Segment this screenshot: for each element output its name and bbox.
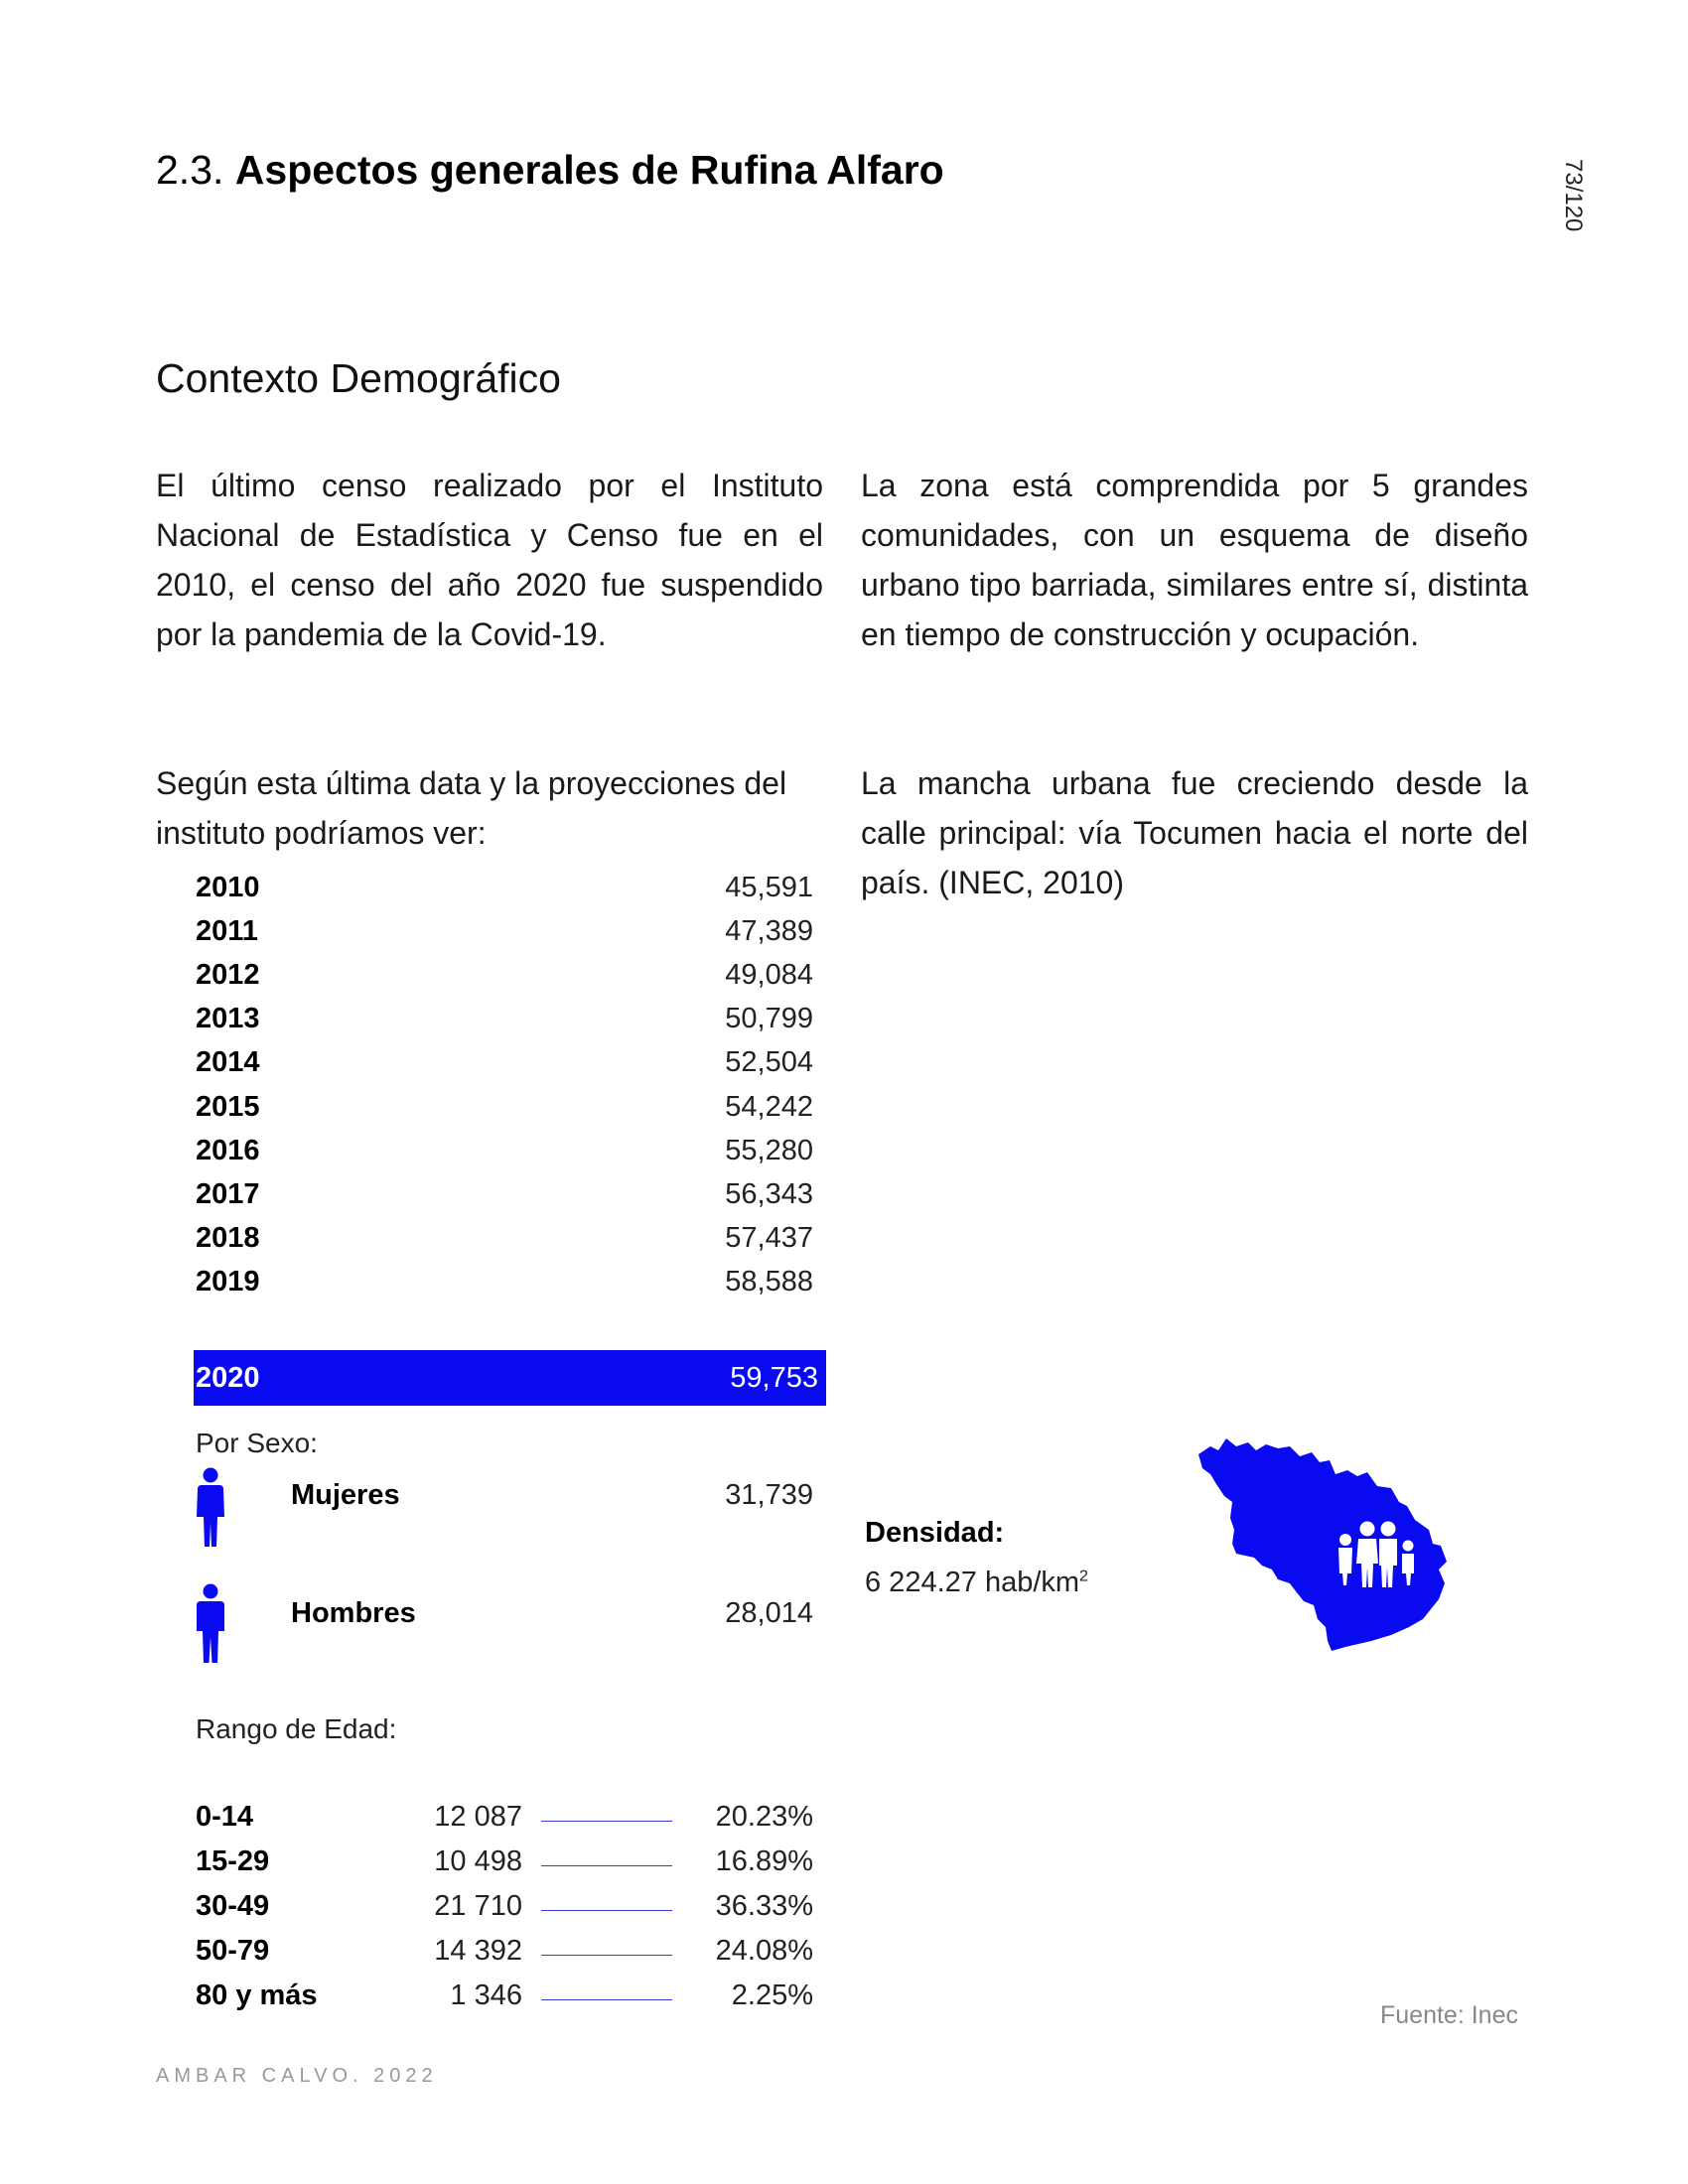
district-map-icon	[1196, 1434, 1475, 1683]
age-range: 30-49	[196, 1890, 270, 1922]
highlight-2020-row	[194, 1350, 826, 1406]
year: 2018	[196, 1222, 260, 1255]
women-label: Mujeres	[291, 1479, 400, 1511]
density-value	[865, 1567, 1088, 1599]
age-percent: 16.89%	[715, 1845, 813, 1877]
divider-line	[541, 1955, 672, 1956]
table-row	[196, 866, 813, 909]
age-percent: 36.33%	[715, 1890, 813, 1922]
population-value: 49,084	[725, 958, 813, 991]
men-label: Hombres	[291, 1597, 416, 1629]
year: 2015	[196, 1090, 260, 1123]
woman-icon	[196, 1467, 225, 1549]
men-value: 28,014	[725, 1597, 813, 1629]
table-row	[196, 1172, 813, 1216]
population-table	[196, 866, 813, 1304]
year: 2017	[196, 1177, 260, 1210]
table-row	[196, 1129, 813, 1172]
density-label: Densidad:	[865, 1517, 1005, 1549]
year: 2010	[196, 871, 260, 903]
year: 2016	[196, 1134, 260, 1166]
table-row	[196, 953, 813, 997]
man-icon	[196, 1583, 225, 1665]
population-value: 45,591	[725, 871, 813, 903]
table-row	[196, 1931, 813, 1976]
table-row	[196, 998, 813, 1041]
table-row	[196, 1085, 813, 1129]
table-row	[196, 1976, 813, 2020]
age-range: 50-79	[196, 1935, 270, 1967]
population-value: 57,437	[725, 1222, 813, 1255]
women-value: 31,739	[725, 1479, 813, 1511]
women-row	[196, 1467, 813, 1557]
population-value: 52,504	[725, 1046, 813, 1079]
left-paragraph-2: Según esta última data y la proyecciones del instituto podríamos ver:	[156, 765, 787, 851]
subheading: Contexto Demográfico	[156, 355, 561, 401]
density-number: 6 224.27 hab/km	[865, 1567, 1080, 1598]
left-paragraph-1: El último censo realizado por el Instituto Nacional de Estadística y Censo fue en el 2010, el censo del año 2020 fue suspendido por la pandemia de la Covid-19.	[156, 468, 823, 652]
age-count: 14 392	[434, 1935, 522, 1967]
age-count: 12 087	[434, 1801, 522, 1833]
divider-line	[541, 1999, 672, 2000]
population-value: 58,588	[725, 1266, 813, 1298]
year: 2012	[196, 958, 260, 991]
divider-line	[541, 1910, 672, 1911]
year: 2011	[196, 914, 258, 947]
age-range-label: Rango de Edad:	[196, 1713, 397, 1744]
age-range: 15-29	[196, 1845, 270, 1877]
age-range: 0-14	[196, 1801, 254, 1833]
table-row	[196, 1041, 813, 1085]
age-count: 10 498	[434, 1845, 522, 1877]
population-value: 55,280	[725, 1134, 813, 1166]
divider-line	[541, 1865, 672, 1866]
age-count: 21 710	[434, 1890, 522, 1922]
right-paragraph-2: La mancha urbana fue creciendo desde la calle principal: vía Tocumen hacia el norte del país. (INEC, 2010)	[861, 765, 1528, 900]
right-paragraph-1: La zona está comprendida por 5 grandes comunidades, con un esquema de diseño urbano tipo barriada, similares entre sí, distinta en tiempo de construcción y ocupación.	[861, 468, 1528, 652]
age-percent: 20.23%	[715, 1801, 813, 1833]
population-value: 50,799	[725, 1003, 813, 1035]
population-value: 54,242	[725, 1090, 813, 1123]
highlight-year: 2020	[196, 1361, 260, 1394]
by-sex-label: Por Sexo:	[196, 1428, 318, 1458]
section-number: 2.3.	[156, 147, 224, 193]
men-row	[196, 1583, 813, 1673]
year: 2013	[196, 1003, 260, 1035]
population-value: 56,343	[725, 1177, 813, 1210]
page-number: 73/120	[1560, 159, 1587, 232]
highlight-value: 59,753	[730, 1361, 818, 1394]
age-range: 80 y más	[196, 1979, 318, 2011]
year: 2019	[196, 1266, 260, 1298]
table-row	[196, 1261, 813, 1304]
section-heading	[156, 147, 944, 194]
age-percent: 2.25%	[731, 1979, 813, 2011]
density-superscript: 2	[1079, 1568, 1088, 1585]
divider-line	[541, 1821, 672, 1822]
table-row	[196, 1217, 813, 1261]
age-range-table	[196, 1797, 813, 2020]
age-count: 1 346	[450, 1979, 522, 2011]
age-percent: 24.08%	[715, 1935, 813, 1967]
table-row	[196, 909, 813, 953]
footer-author: AMBAR CALVO. 2022	[156, 2065, 438, 2087]
source-note: Fuente: Inec	[1380, 2001, 1518, 2029]
table-row	[196, 1886, 813, 1931]
population-value: 47,389	[725, 914, 813, 947]
section-title: Aspectos generales de Rufina Alfaro	[234, 147, 944, 193]
table-row	[196, 1842, 813, 1886]
year: 2014	[196, 1046, 260, 1079]
table-row	[196, 1797, 813, 1842]
